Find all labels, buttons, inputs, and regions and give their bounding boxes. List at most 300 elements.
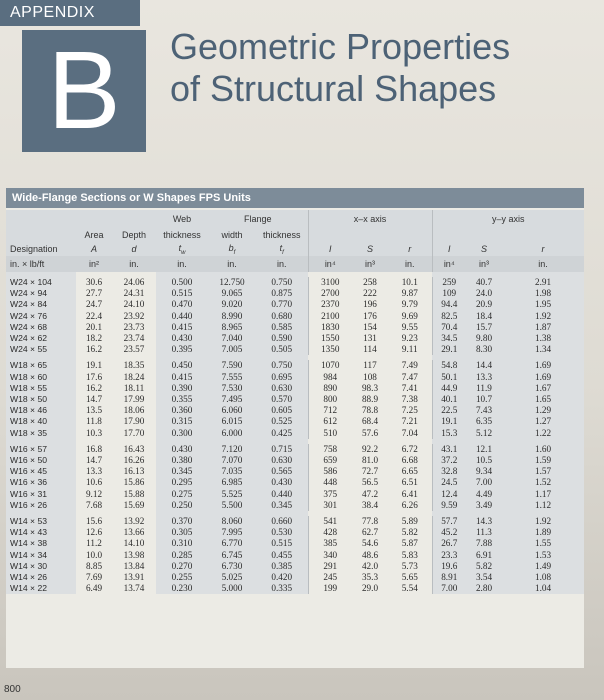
value-cell: 38.4 (361, 499, 379, 510)
value-cell: 15.6 (85, 516, 103, 527)
value-cell: 8.965 (208, 322, 256, 333)
yy-I-header: I (432, 242, 466, 256)
value-cell: 0.695 (256, 372, 308, 383)
value-cell: 1.49 (502, 561, 584, 572)
unit-cell: in. (156, 256, 208, 272)
value-cell: 43.1 (432, 444, 466, 455)
value-cell: 9.55 (401, 321, 418, 332)
yy-r-header: r (502, 242, 584, 256)
value-cell: 1.69 (502, 360, 584, 371)
value-cell: 88.9 (361, 394, 379, 405)
unit-cell: in. (256, 256, 308, 272)
value-cell: 7.035 (208, 466, 256, 477)
value-cell: 7.995 (208, 527, 256, 538)
value-cell: 34.5 (432, 333, 466, 344)
value-cell: 13.98 (123, 549, 145, 560)
value-cell: 8.060 (208, 516, 256, 527)
value-cell: 5.500 (208, 500, 256, 511)
value-cell: 7.68 (85, 499, 103, 510)
table-row (6, 394, 584, 405)
value-cell: 6.35 (466, 416, 502, 427)
value-cell: 1.55 (502, 538, 584, 549)
value-cell: 40.1 (432, 394, 466, 405)
value-cell: 70.4 (432, 322, 466, 333)
value-cell: 154 (363, 321, 377, 332)
value-cell: 6.72 (401, 443, 418, 454)
designation-cell: W24 × 55 (6, 344, 76, 355)
xx-r-header: r (388, 242, 432, 256)
value-cell: 659 (308, 455, 352, 466)
unit-cell: in⁴ (432, 256, 466, 272)
value-cell: 222 (363, 288, 377, 299)
page-title (170, 26, 590, 110)
table-row (6, 360, 584, 371)
value-cell: 16.43 (123, 443, 145, 454)
value-cell: 0.630 (256, 383, 308, 394)
value-cell: 3.49 (466, 500, 502, 511)
designation-cell: W16 × 36 (6, 477, 76, 488)
value-cell: 1.95 (502, 299, 584, 310)
designation-cell: W16 × 57 (6, 444, 76, 455)
value-cell: 94.4 (432, 299, 466, 310)
designation-cell: W14 × 22 (6, 583, 76, 594)
value-cell: 301 (308, 500, 352, 511)
table-row (6, 372, 584, 383)
table-row (6, 311, 584, 322)
value-cell: 245 (308, 572, 352, 583)
table-row (6, 383, 584, 394)
value-cell: 0.415 (156, 322, 208, 333)
value-cell: 448 (308, 477, 352, 488)
value-cell: 340 (308, 550, 352, 561)
value-cell: 15.7 (466, 322, 502, 333)
value-cell: 0.370 (156, 516, 208, 527)
value-cell: 10.5 (466, 455, 502, 466)
unit-cell: in³ (466, 256, 502, 272)
designation-cell: W16 × 26 (6, 500, 76, 511)
value-cell: 54.8 (432, 360, 466, 371)
table-caption: Wide-Flange Sections or W Shapes FPS Units (6, 188, 584, 208)
value-cell: 5.82 (466, 561, 502, 572)
table-row (6, 572, 584, 583)
value-cell: 1830 (308, 322, 352, 333)
value-cell: 0.440 (256, 489, 308, 500)
web-thickness-header: thickness (156, 228, 208, 242)
properties-table (6, 210, 584, 594)
value-cell: 78.8 (361, 405, 379, 416)
value-cell: 0.565 (256, 466, 308, 477)
value-cell: 2.91 (502, 277, 584, 288)
value-cell: 1.04 (502, 583, 584, 594)
designation-cell: W24 × 68 (6, 322, 76, 333)
value-cell: 1.57 (502, 466, 584, 477)
value-cell: 0.875 (256, 288, 308, 299)
designation-cell: W14 × 38 (6, 538, 76, 549)
value-cell: 0.750 (256, 277, 308, 288)
web-symbol: $t_w$ (156, 242, 208, 256)
designation-cell: W18 × 40 (6, 416, 76, 427)
value-cell: 1.17 (502, 489, 584, 500)
value-cell: 1.60 (502, 444, 584, 455)
value-cell: 5.73 (401, 560, 418, 571)
value-cell: 48.6 (361, 549, 379, 560)
value-cell: 57.6 (361, 427, 379, 438)
value-cell: 23.3 (432, 550, 466, 561)
value-cell: 176 (363, 310, 377, 321)
value-cell: 56.5 (361, 477, 379, 488)
value-cell: 9.80 (466, 333, 502, 344)
xx-S-header: S (352, 242, 388, 256)
value-cell: 7.88 (466, 538, 502, 549)
value-cell: 0.230 (156, 583, 208, 594)
value-cell: 6.985 (208, 477, 256, 488)
value-cell: 2700 (308, 288, 352, 299)
value-cell: 5.89 (401, 516, 418, 527)
designation-cell: W14 × 30 (6, 561, 76, 572)
value-cell: 9.11 (401, 344, 418, 355)
value-cell: 7.38 (401, 394, 418, 405)
value-cell: 40.7 (466, 277, 502, 288)
value-cell: 0.715 (256, 444, 308, 455)
value-cell: 98.3 (361, 382, 379, 393)
value-cell: 10.6 (85, 477, 103, 488)
designation-cell: W18 × 55 (6, 383, 76, 394)
value-cell: 5.83 (401, 549, 418, 560)
title-line-2: of Structural Shapes (170, 68, 497, 109)
designation-cell: W14 × 43 (6, 527, 76, 538)
value-cell: 3.54 (466, 572, 502, 583)
value-cell: 0.395 (156, 344, 208, 355)
value-cell: 7.69 (85, 572, 103, 583)
xx-axis-header: x–x axis (308, 210, 432, 228)
value-cell: 1.12 (502, 500, 584, 511)
value-cell: 1.34 (502, 344, 584, 355)
page-number: 800 (4, 684, 21, 695)
table-row (6, 322, 584, 333)
value-cell: 7.04 (401, 427, 418, 438)
value-cell: 16.26 (123, 455, 145, 466)
value-cell: 23.92 (123, 310, 145, 321)
value-cell: 18.24 (123, 371, 145, 382)
value-cell: 0.660 (256, 516, 308, 527)
value-cell: 32.8 (432, 466, 466, 477)
value-cell: 7.47 (401, 371, 418, 382)
value-cell: 984 (308, 372, 352, 383)
value-cell: 0.750 (256, 360, 308, 371)
value-cell: 81.0 (361, 455, 379, 466)
value-cell: 24.06 (123, 277, 145, 287)
yy-S-header: S (466, 242, 502, 256)
value-cell: 14.3 (466, 516, 502, 527)
value-cell: 23.73 (123, 321, 145, 332)
value-cell: 0.305 (156, 527, 208, 538)
designation-cell: W16 × 50 (6, 455, 76, 466)
value-cell: 375 (308, 489, 352, 500)
value-cell: 92.2 (361, 443, 379, 454)
value-cell: 541 (308, 516, 352, 527)
value-cell: 890 (308, 383, 352, 394)
web-header: Web (156, 210, 208, 228)
table-row (6, 516, 584, 527)
value-cell: 5.000 (208, 583, 256, 594)
width-header: width (208, 228, 256, 242)
value-cell: 23.74 (123, 333, 145, 344)
value-cell: 0.390 (156, 383, 208, 394)
appendix-letter: B (22, 30, 146, 152)
value-cell: 16.2 (85, 382, 103, 393)
value-cell: 50.1 (432, 372, 466, 383)
value-cell: 0.430 (256, 477, 308, 488)
value-cell: 0.275 (156, 489, 208, 500)
designation-cell: W24 × 94 (6, 288, 76, 299)
value-cell: 1.08 (502, 572, 584, 583)
value-cell: 0.285 (156, 550, 208, 561)
designation-cell: W16 × 31 (6, 489, 76, 500)
value-cell: 7.43 (466, 405, 502, 416)
value-cell: 1.59 (502, 455, 584, 466)
value-cell: 1350 (308, 344, 352, 355)
value-cell: 7.25 (401, 405, 418, 416)
area-header: Area (76, 228, 112, 242)
value-cell: 24.10 (123, 299, 145, 310)
flange-header: Flange (208, 210, 308, 228)
table-row (6, 466, 584, 477)
value-cell: 1.65 (502, 394, 584, 405)
value-cell: 6.65 (401, 466, 418, 477)
value-cell: 22.4 (85, 310, 103, 321)
value-cell: 29.1 (432, 344, 466, 355)
table-row (6, 344, 584, 355)
value-cell: 0.515 (256, 538, 308, 549)
value-cell: 800 (308, 394, 352, 405)
designation-cell: W18 × 60 (6, 372, 76, 383)
value-cell: 385 (308, 538, 352, 549)
value-cell: 7.21 (401, 416, 418, 427)
value-cell: 29.0 (361, 583, 379, 594)
value-cell: 13.3 (466, 372, 502, 383)
value-cell: 586 (308, 466, 352, 477)
appendix-label: APPENDIX (0, 0, 140, 26)
table-row (6, 538, 584, 549)
value-cell: 13.66 (123, 527, 145, 538)
value-cell: 10.3 (85, 427, 103, 438)
value-cell: 62.7 (361, 527, 379, 538)
value-cell: 0.505 (256, 344, 308, 355)
table-row (6, 444, 584, 455)
value-cell: 108 (363, 371, 377, 382)
value-cell: 82.5 (432, 311, 466, 322)
value-cell: 117 (363, 360, 377, 371)
value-cell: 9.69 (401, 310, 418, 321)
value-cell: 6.51 (401, 477, 418, 488)
value-cell: 0.470 (156, 299, 208, 310)
unit-cell: in. (502, 256, 584, 272)
thickness-header: thickness (256, 228, 308, 242)
value-cell: 258 (363, 277, 377, 287)
value-cell: 13.3 (85, 466, 103, 477)
value-cell: 77.8 (361, 516, 379, 527)
value-cell: 1.52 (502, 477, 584, 488)
value-cell: 6.68 (401, 455, 418, 466)
designation-header: Designation (6, 242, 76, 256)
value-cell: 0.450 (156, 360, 208, 371)
value-cell: 14.4 (466, 360, 502, 371)
value-cell: 7.555 (208, 372, 256, 383)
value-cell: 0.345 (256, 500, 308, 511)
designation-cell: W24 × 62 (6, 333, 76, 344)
designation-cell: W16 × 45 (6, 466, 76, 477)
value-cell: 9.23 (401, 333, 418, 344)
value-cell: 6.49 (85, 583, 103, 594)
value-cell: 11.2 (86, 538, 102, 549)
value-cell: 17.99 (123, 394, 145, 405)
value-cell: 9.79 (401, 299, 418, 310)
value-cell: 20.9 (466, 299, 502, 310)
value-cell: 1070 (308, 360, 352, 371)
value-cell: 6.41 (401, 488, 418, 499)
value-cell: 35.3 (361, 572, 379, 583)
value-cell: 0.345 (156, 466, 208, 477)
value-cell: 7.41 (401, 382, 418, 393)
value-cell: 1550 (308, 333, 352, 344)
xx-I-header: I (308, 242, 352, 256)
value-cell: 18.2 (85, 333, 103, 344)
value-cell: 9.87 (401, 288, 418, 299)
value-cell: 0.420 (256, 572, 308, 583)
table-row (6, 455, 584, 466)
table-body (6, 272, 584, 594)
value-cell: 16.8 (85, 443, 103, 454)
value-cell: 0.295 (156, 477, 208, 488)
value-cell: 0.630 (256, 455, 308, 466)
value-cell: 0.500 (156, 277, 208, 288)
value-cell: 9.59 (432, 500, 466, 511)
designation-cell: W24 × 84 (6, 299, 76, 310)
value-cell: 8.85 (85, 560, 103, 571)
designation-cell: W18 × 35 (6, 428, 76, 439)
value-cell: 13.91 (123, 572, 145, 583)
table-row (6, 561, 584, 572)
value-cell: 18.06 (123, 405, 145, 416)
value-cell: 6.000 (208, 428, 256, 439)
value-cell: 24.0 (466, 288, 502, 299)
units-row (6, 256, 584, 272)
value-cell: 8.30 (466, 344, 502, 355)
unit-cell: in. × lb/ft (6, 256, 76, 272)
depth-symbol: d (112, 242, 156, 256)
value-cell: 0.525 (256, 416, 308, 427)
value-cell: 1.53 (502, 550, 584, 561)
value-cell: 9.065 (208, 288, 256, 299)
value-cell: 13.84 (123, 560, 145, 571)
value-cell: 3100 (308, 277, 352, 288)
value-cell: 758 (308, 444, 352, 455)
value-cell: 16.13 (123, 466, 145, 477)
value-cell: 0.590 (256, 333, 308, 344)
value-cell: 7.070 (208, 455, 256, 466)
value-cell: 14.7 (85, 394, 103, 405)
value-cell: 24.7 (85, 299, 103, 310)
value-cell: 2370 (308, 299, 352, 310)
value-cell: 199 (308, 583, 352, 594)
table-row (6, 428, 584, 439)
value-cell: 5.12 (466, 428, 502, 439)
value-cell: 7.530 (208, 383, 256, 394)
value-cell: 14.10 (123, 538, 145, 549)
value-cell: 13.5 (85, 405, 103, 416)
value-cell: 23.57 (123, 344, 145, 355)
value-cell: 19.6 (432, 561, 466, 572)
designation-cell: W14 × 53 (6, 516, 76, 527)
value-cell: 6.91 (466, 550, 502, 561)
value-cell: 5.025 (208, 572, 256, 583)
value-cell: 27.7 (85, 288, 103, 299)
value-cell: 7.040 (208, 333, 256, 344)
value-cell: 10.1 (401, 277, 418, 287)
value-cell: 20.1 (85, 321, 103, 332)
value-cell: 19.1 (85, 360, 103, 371)
value-cell: 37.2 (432, 455, 466, 466)
value-cell: 57.7 (432, 516, 466, 527)
table-row (6, 416, 584, 427)
value-cell: 6.745 (208, 550, 256, 561)
value-cell: 6.730 (208, 561, 256, 572)
value-cell: 6.060 (208, 405, 256, 416)
depth-header: Depth (112, 228, 156, 242)
value-cell: 1.69 (502, 372, 584, 383)
value-cell: 0.605 (256, 405, 308, 416)
area-symbol: A (76, 242, 112, 256)
value-cell: 1.92 (502, 516, 584, 527)
designation-cell: W18 × 65 (6, 360, 76, 371)
value-cell: 12.6 (85, 527, 103, 538)
value-cell: 18.4 (466, 311, 502, 322)
unit-cell: in. (208, 256, 256, 272)
value-cell: 1.29 (502, 405, 584, 416)
value-cell: 6.26 (401, 499, 418, 510)
value-cell: 0.255 (156, 572, 208, 583)
value-cell: 1.22 (502, 428, 584, 439)
value-cell: 15.69 (123, 499, 145, 510)
table-row (6, 550, 584, 561)
value-cell: 5.525 (208, 489, 256, 500)
value-cell: 0.250 (156, 500, 208, 511)
value-cell: 5.87 (401, 538, 418, 549)
value-cell: 7.005 (208, 344, 256, 355)
value-cell: 17.70 (123, 427, 145, 438)
value-cell: 47.2 (361, 488, 379, 499)
value-cell: 8.990 (208, 311, 256, 322)
value-cell: 4.49 (466, 489, 502, 500)
value-cell: 6.770 (208, 538, 256, 549)
value-cell: 0.530 (256, 527, 308, 538)
value-cell: 9.020 (208, 299, 256, 310)
value-cell: 7.49 (401, 360, 418, 371)
value-cell: 9.12 (85, 488, 103, 499)
value-cell: 7.590 (208, 360, 256, 371)
value-cell: 1.67 (502, 383, 584, 394)
value-cell: 7.00 (466, 477, 502, 488)
value-cell: 5.65 (401, 572, 418, 583)
value-cell: 2.80 (466, 583, 502, 594)
value-cell: 68.4 (361, 416, 379, 427)
table-row (6, 405, 584, 416)
value-cell: 42.0 (361, 560, 379, 571)
value-cell: 0.310 (156, 538, 208, 549)
value-cell: 0.585 (256, 322, 308, 333)
yy-axis-header: y–y axis (432, 210, 584, 228)
value-cell: 0.385 (256, 561, 308, 572)
